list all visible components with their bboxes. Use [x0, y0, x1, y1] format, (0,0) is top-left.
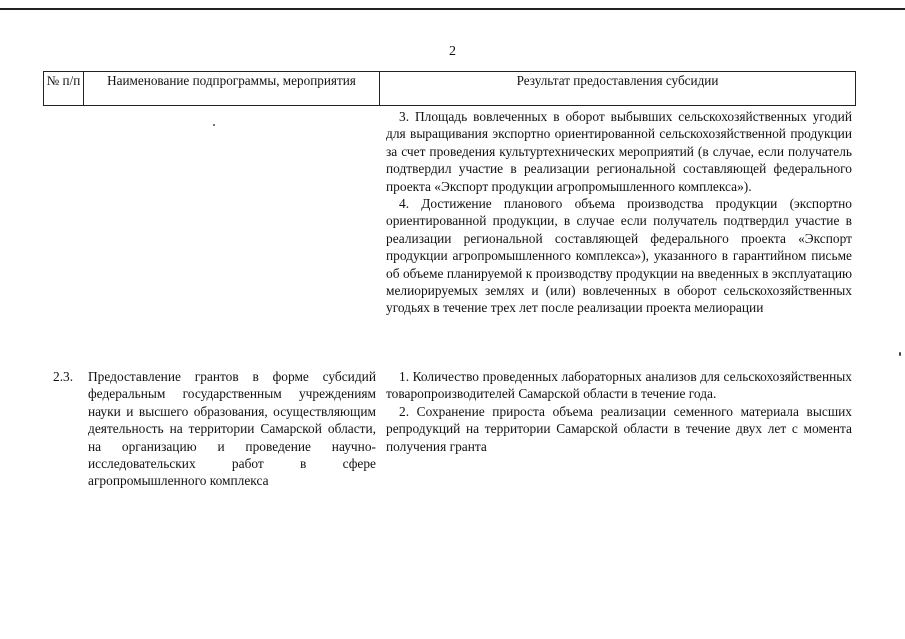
top-border-line — [0, 8, 905, 10]
row-result-cell — [386, 368, 852, 455]
scan-speck — [213, 124, 215, 126]
result-paragraph: 4. Достижение планового объема производства продукции (экспортно ориентированной продукции, в случае если получатель подтвердил участие в реализации региональной составляющей федерального проекта «Экспорт продукции агропромышленного комплекса»), указанного в гарантийном письме об объеме планируемой к производству продукции на введенных в эксплуатацию мелиорируемых землях и (или) вовлеченных в оборот сельскохозяйственных угодьях в течение трех лет после реализации проекта мелиорации — [386, 196, 852, 316]
result-paragraph: 2. Сохранение прироста объема реализации семенного материала высших репродукций на территории Самарской области в течение двух лет с момента получения гранта — [386, 403, 852, 454]
result-paragraph: 3. Площадь вовлеченных в оборот выбывших сельскохозяйственных угодий для выращивания экспортно ориентированной сельскохозяйственной продукции за счет проведения культуртехнических мероприятий (в случае, если получатель подтвердил участие в реализации региональной составляющей федерального проекта «Экспорт продукции агропромышленного комплекса»). — [386, 109, 852, 194]
continuation-result-cell — [386, 108, 852, 317]
header-col-name: Наименование подпрограммы, мероприятия — [84, 72, 380, 105]
header-col-result: Результат предоставления субсидии — [516, 73, 719, 88]
table-header — [43, 71, 856, 106]
result-paragraph: 1. Количество проведенных лабораторных анализов для сельскохозяйственных товаропроизводителей Самарской области в течение года. — [386, 369, 852, 402]
header-col-number: № п/п — [44, 72, 84, 105]
page-number: 2 — [449, 44, 456, 59]
scan-speck — [899, 352, 901, 356]
row-name-cell: Предоставление грантов в форме субсидий федеральным государственным учреждениям науки и высшего образования, осуществляющим деятельность на территории Самарской области, на организацию и проведение научно-исследовательских работ в сфере агропромышленного комплекса — [88, 369, 376, 489]
row-number: 2.3. — [53, 369, 74, 384]
